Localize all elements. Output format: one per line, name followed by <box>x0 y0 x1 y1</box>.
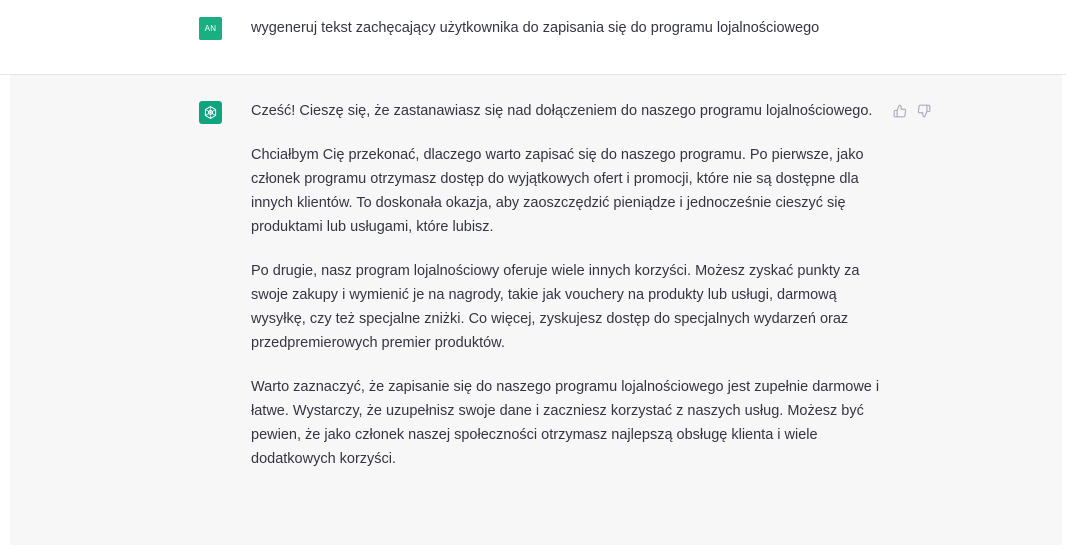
assistant-message-text <box>251 99 891 491</box>
thumbs-up-icon[interactable] <box>892 103 908 119</box>
user-message-row <box>0 0 1066 75</box>
assistant-message-row <box>10 75 1062 545</box>
user-message-text: wygeneruj tekst zachęcający użytkownika do zapisania się do programu lojalnościowego <box>251 20 820 36</box>
assistant-paragraph-3: Po drugie, nasz program lojalnościowy oferuje wiele innych korzyści. Możesz zyskać punkty za swoje zakupy i wymienić je na nagrody, takie jak vouchery na produkty lub usługi, darmową wysyłkę, czy też specjalne zniżki. Co więcej, zyskujesz dostęp do specjalnych wydarzeń oraz przedpremierowych premier produktów. <box>251 263 860 351</box>
assistant-paragraph-2: Chciałbym Cię przekonać, dlaczego warto zapisać się do naszego programu. Po pierwsze, jako członek programu otrzymasz dostęp do wyjątkowych ofert i promocji, które nie są dostępne dla innych klientów. To doskonała okazja, aby zaoszczędzić pieniądze i jednocześnie cieszyć się produktami lub usługami, które lubisz. <box>251 147 864 235</box>
user-avatar-initials: AN <box>204 24 217 33</box>
feedback-buttons <box>892 103 932 119</box>
assistant-paragraph-1: Cześć! Cieszę się, że zastanawiasz się nad dołączeniem do naszego programu lojalnościowego. <box>251 103 873 119</box>
openai-logo-icon <box>199 101 222 124</box>
thumbs-down-icon[interactable] <box>916 103 932 119</box>
assistant-paragraph-4: Warto zaznaczyć, że zapisanie się do naszego programu lojalnościowego jest zupełnie darmowe i łatwe. Wystarczy, że uzupełnisz swoje dane i zaczniesz korzystać z naszych usług. Możesz być pewien, że jako członek naszej społeczności otrzymasz najlepszą obsługę klienta i wiele dodatkowych korzyści. <box>251 379 880 467</box>
user-avatar <box>199 17 222 40</box>
